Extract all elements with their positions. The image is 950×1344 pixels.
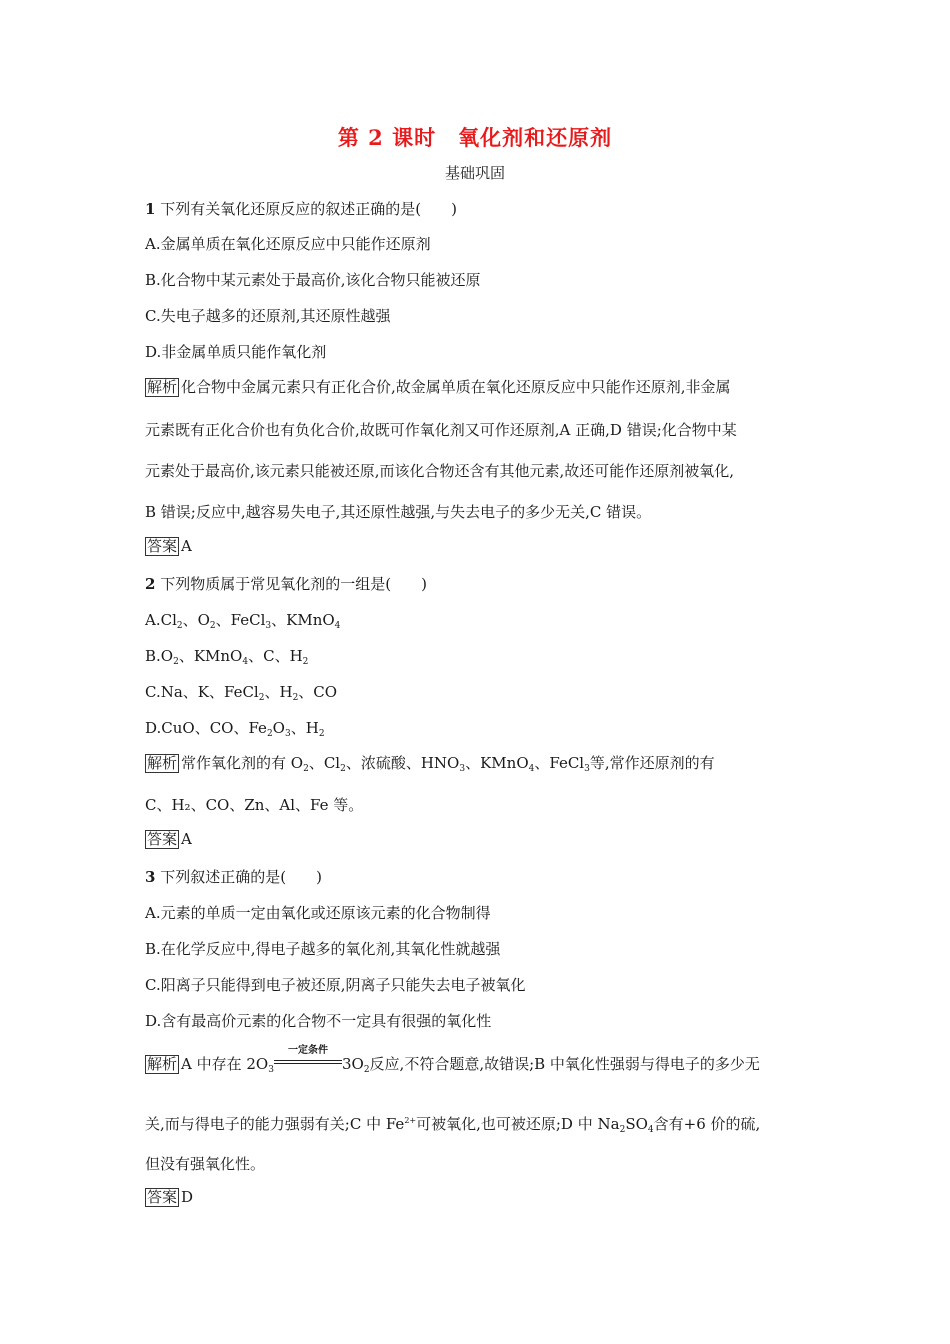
question-text: 下列有关氧化还原反应的叙述正确的是( ) bbox=[160, 200, 457, 218]
question-2-option-a: $A.Cl_2$、$O_2$、FeCl$_3$、KMnO$_4$ bbox=[145, 611, 341, 631]
question-3-answer bbox=[145, 1188, 193, 1207]
question-2-analysis-line-1: 解析 常作氧化剂的有 $O_2$、$Cl_2$、浓硫酸、$HNO_3$、KMnO$_4$、FeCl$_3$等,常作还原剂的有 bbox=[147, 754, 715, 774]
analysis-tag: 解析 bbox=[147, 754, 178, 772]
question-1-analysis-line-1 bbox=[145, 376, 731, 397]
question-3-stem bbox=[145, 866, 322, 887]
question-1-analysis-line-4: B 错误;反应中,越容易失电子,其还原性越强,与失去电子的多少无关,C 错误。 bbox=[145, 503, 652, 521]
answer-value: A bbox=[181, 537, 192, 555]
question-3-option-b: B.在化学反应中,得电子越多的氧化剂,其氧化性就越强 bbox=[145, 940, 501, 958]
question-3-analysis-line-2: 关,而与得电子的能力强弱有关;C 中 $Fe^{2+}$可被氧化,也可被还原;D 中 $Na_2SO_4$含有+6 价的硫, bbox=[145, 1115, 761, 1135]
question-1-analysis-line-2: 元素既有正化合价也有负化合价,故既可作氧化剂又可作还原剂,A 正确,D 错误;化合物中某 bbox=[145, 421, 737, 439]
reaction-condition-arrow bbox=[274, 1045, 342, 1071]
section-heading: 基础巩固 bbox=[444, 164, 505, 182]
lesson-number: 第 2 课时 bbox=[337, 125, 437, 150]
question-1-analysis-line-3: 元素处于最高价,该元素只能被还原,而该化合物还含有其他元素,故还可能作还原剂被氧化, bbox=[145, 462, 735, 480]
question-1-option-c: C.失电子越多的还原剂,其还原性越强 bbox=[145, 307, 391, 325]
question-1-option-a: A.金属单质在氧化还原反应中只能作还原剂 bbox=[145, 235, 431, 253]
question-3-option-a: A.元素的单质一定由氧化或还原该元素的化合物制得 bbox=[145, 904, 491, 922]
question-1-option-b: B.化合物中某元素处于最高价,该化合物只能被还原 bbox=[145, 271, 481, 289]
question-1-answer bbox=[145, 537, 192, 556]
question-2-stem bbox=[145, 573, 427, 594]
answer-tag: 答案 bbox=[147, 537, 178, 555]
question-2-option-d: D.CuO、CO、$Fe_2O_3$、$H_2$ bbox=[145, 719, 325, 739]
analysis-text: 化合物中金属元素只有正化合价,故金属单质在氧化还原反应中只能作还原剂,非金属 bbox=[181, 378, 731, 396]
question-2-option-b: $B.O_2$、KMnO$_4$、C、$H_2$ bbox=[145, 647, 309, 667]
question-1-stem bbox=[145, 198, 457, 219]
answer-value: A bbox=[181, 830, 192, 848]
question-3-option-c: C.阳离子只能得到电子被还原,阴离子只能失去电子被氧化 bbox=[145, 976, 526, 994]
question-1-option-d: D.非金属单质只能作氧化剂 bbox=[145, 343, 327, 361]
answer-tag: 答案 bbox=[147, 830, 178, 848]
question-2-answer bbox=[145, 830, 192, 849]
question-2-option-c: C.Na、K、FeCl$_2$、$H_2$、CO bbox=[145, 683, 338, 703]
question-3-option-d: D.含有最高价元素的化合物不一定具有很强的氧化性 bbox=[145, 1012, 492, 1030]
analysis-tag: 解析 bbox=[147, 1055, 178, 1073]
answer-value: D bbox=[181, 1188, 194, 1206]
reaction-condition-label: 一定条件 bbox=[287, 1045, 328, 1056]
question-2-analysis-line-2: C、H₂、CO、Zn、Al、Fe 等。 bbox=[145, 796, 364, 814]
question-number: 3 bbox=[145, 868, 156, 886]
answer-tag: 答案 bbox=[147, 1188, 178, 1206]
question-3-analysis-line-1: 解析 A 中存在 $2O_3$ 一定条件 $3O_2$反应,不符合题意,故错误;B 中氧化性强弱与得电子的多少无 bbox=[145, 1053, 760, 1074]
lesson-topic: 氧化剂和还原剂 bbox=[458, 125, 613, 150]
question-number: 1 bbox=[145, 200, 156, 218]
analysis-tag: 解析 bbox=[147, 378, 178, 396]
question-text: 下列物质属于常见氧化剂的一组是( ) bbox=[160, 575, 427, 593]
question-number: 2 bbox=[145, 575, 156, 593]
question-text: 下列叙述正确的是( ) bbox=[160, 868, 322, 886]
page-title bbox=[0, 122, 950, 152]
question-3-analysis-line-3: 但没有强氧化性。 bbox=[145, 1155, 266, 1173]
